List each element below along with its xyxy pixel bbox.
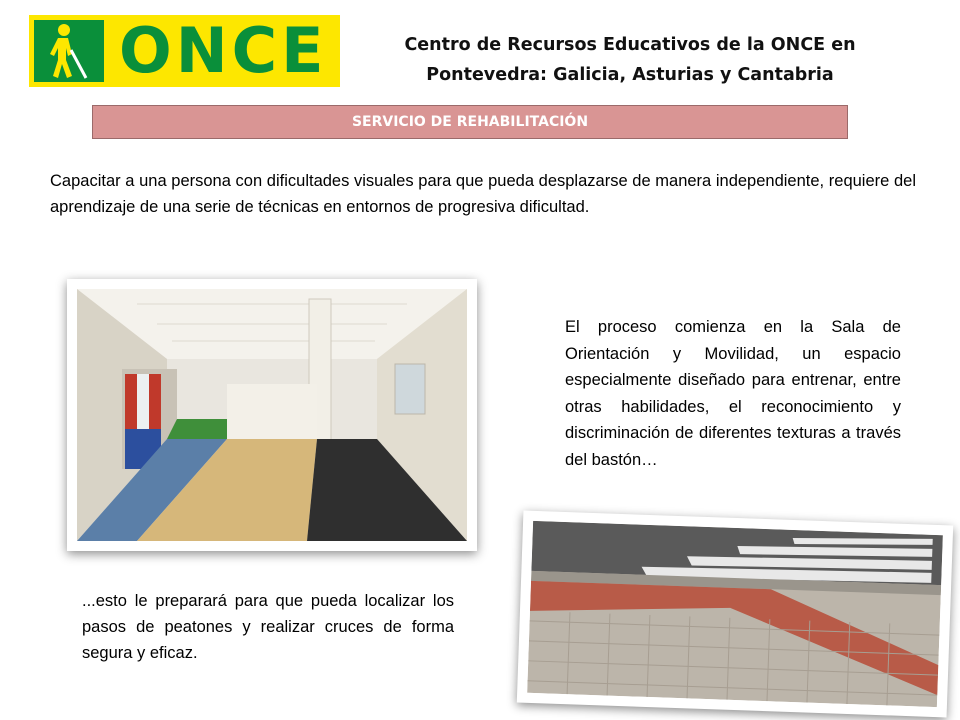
orientation-room-photo [67, 279, 477, 551]
pedestrian-crossing-photo [517, 511, 953, 718]
person-with-cane-icon [34, 20, 104, 82]
page-title [370, 30, 890, 90]
page-title-line-2: Pontevedra: Galicia, Asturias y Cantabria [426, 65, 834, 85]
page-title-line-1: Centro de Recursos Educativos de la ONCE en [404, 35, 856, 55]
intro-paragraph: Capacitar a una persona con dificultades visuales para que pueda desplazarse de manera independiente, requiere del aprendizaje de una serie de técnicas en entornos de progresiva dificultad. [50, 172, 916, 216]
section-banner: SERVICIO DE REHABILITACIÓN [92, 105, 848, 139]
crossing-paragraph: ...esto le preparará para que pueda localizar los pasos de peatones y realizar cruces de forma segura y eficaz. [82, 592, 454, 662]
logo-wordmark: ONCE [119, 14, 328, 87]
once-logo [29, 15, 340, 87]
orientation-room-paragraph: El proceso comienza en la Sala de Orientación y Movilidad, un espacio especialmente diseñado para entrenar, entre otras habilidades, el reconocimiento y discriminación de diferentes texturas a través del bastón… [565, 318, 901, 469]
